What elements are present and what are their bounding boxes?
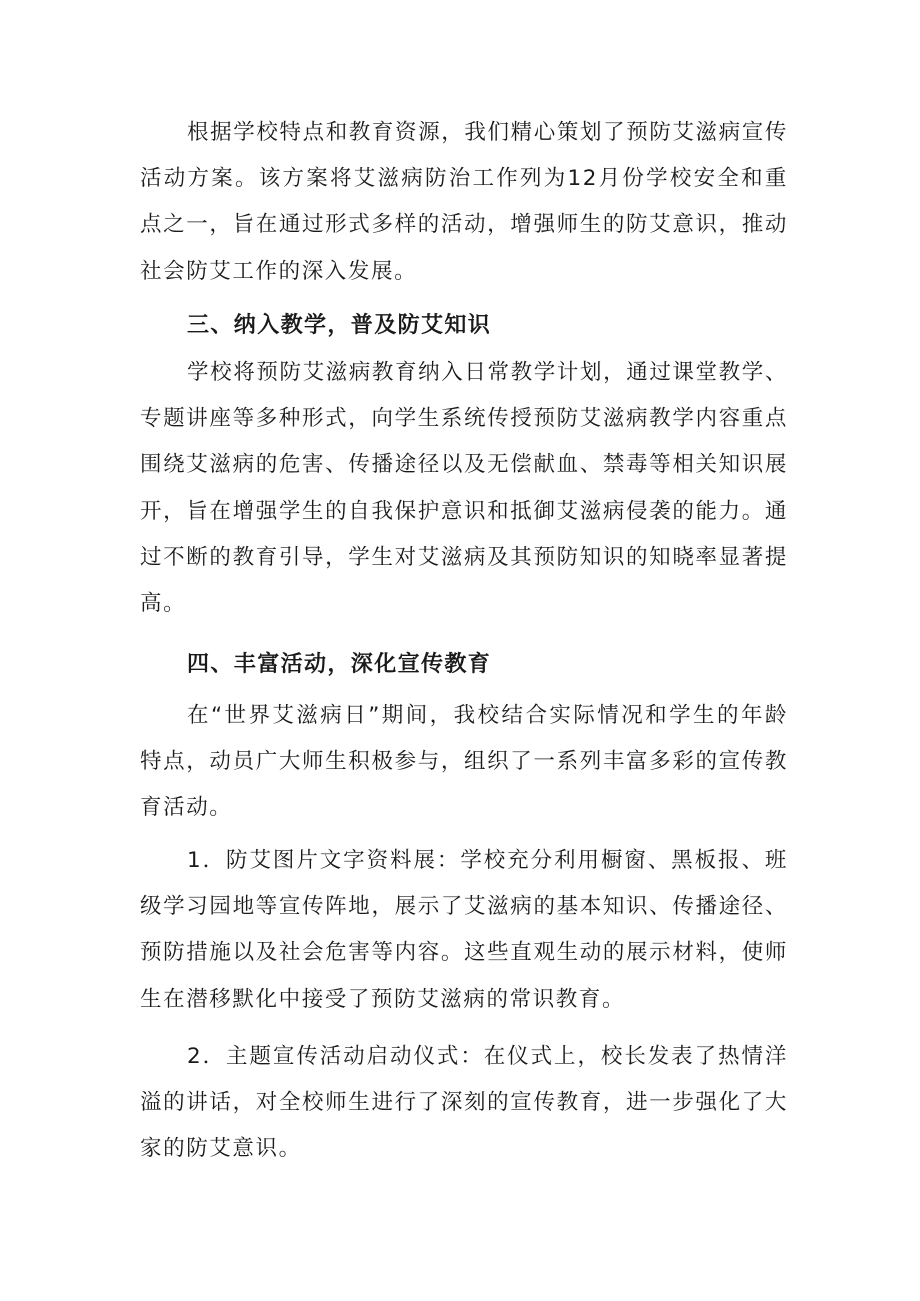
section-4-paragraph: 在“世界艾滋病日”期间，我校结合实际情况和学生的年龄特点，动员广大师生积极参与，组织了一系列丰富多彩的宣传教育活动。	[140, 703, 788, 821]
section-4-heading: 四、丰富活动，深化宣传教育	[187, 652, 492, 677]
section-3-paragraph: 学校将预防艾滋病教育纳入日常教学计划，通过课堂教学、专题讲座等多种形式，向学生系统传授预防艾滋病教学内容重点围绕艾滋病的危害、传播途径以及无偿献血、禁毒等相关知识展开，旨在增强学生的自我保护意识和抵御艾滋病侵袭的能力。通过不断的教育引导，学生对艾滋病及其预防知识的知晓率显著提高。	[140, 360, 788, 617]
list-item-1: 1．防艾图片文字资料展：学校充分利用橱窗、黑板报、班级学习园地等宣传阵地，展示了艾滋病的基本知识、传播途径、预防措施以及社会危害等内容。这些直观生动的展示材料，使师生在潜移默化中接受了预防艾滋病的常识教育。	[140, 848, 788, 1012]
section-3-heading: 三、纳入教学，普及防艾知识	[187, 313, 492, 338]
intro-paragraph: 根据学校特点和教育资源，我们精心策划了预防艾滋病宣传活动方案。该方案将艾滋病防治工作列为12月份学校安全和重点之一，旨在通过形式多样的活动，增强师生的防艾意识，推动社会防艾工作的深入发展。	[140, 120, 788, 284]
list-item-2: 2．主题宣传活动启动仪式：在仪式上，校长发表了热情洋溢的讲话，对全校师生进行了深刻的宣传教育，进一步强化了大家的防艾意识。	[140, 1044, 788, 1162]
